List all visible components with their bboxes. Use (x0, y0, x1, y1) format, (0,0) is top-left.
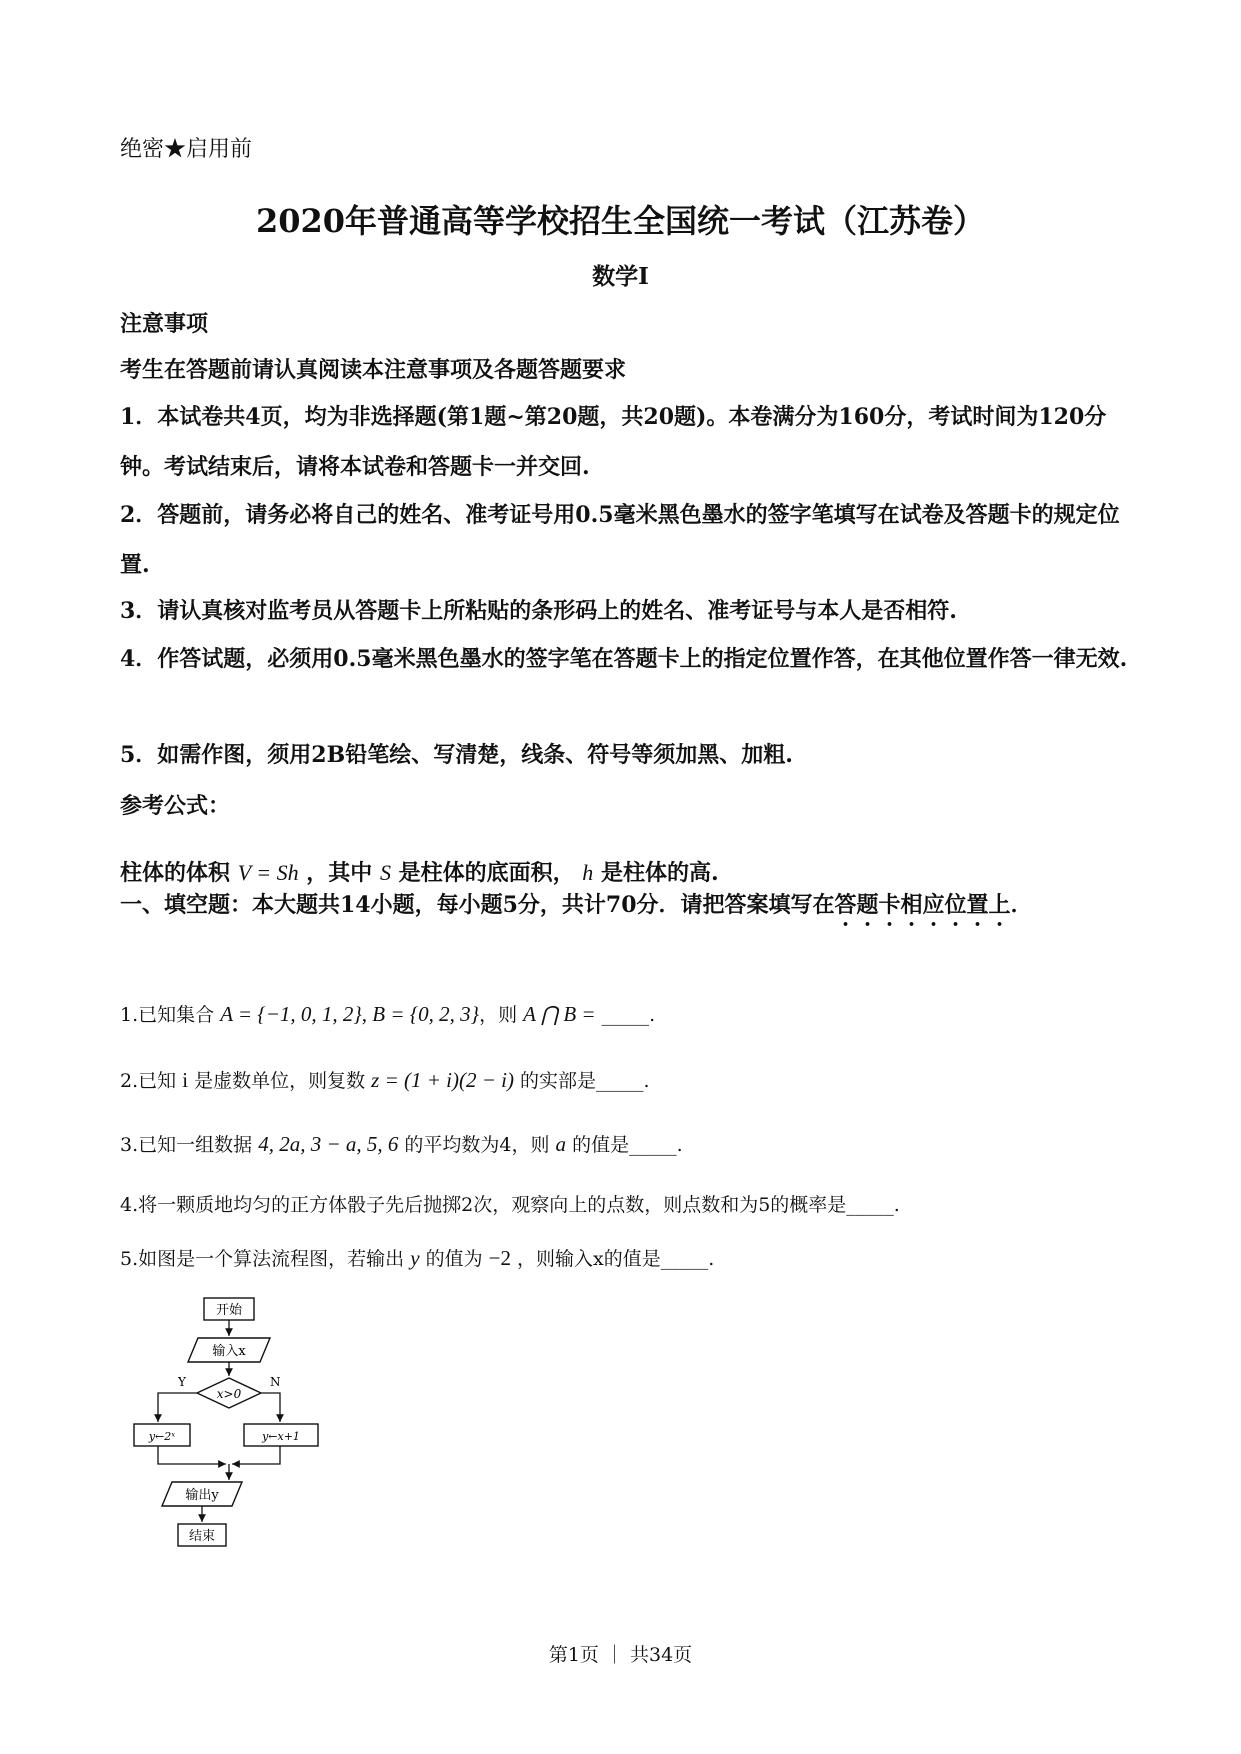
question-5 (120, 1244, 1130, 1271)
flow-branch-no-label: y←x+1 (262, 1430, 300, 1443)
question-2-pre: 2.已知 (120, 1070, 177, 1092)
question-1-mid: ，则 (479, 1004, 518, 1026)
formula-var-h: h (582, 860, 594, 885)
question-4 (120, 1190, 1130, 1217)
notice-item-3: 3．请认真核对监考员从答题卡上所粘贴的条形码上的姓名、准考证号与本人是否相符. (120, 598, 957, 624)
exam-title: 2020年普通高等学校招生全国统一考试（江苏卷） (255, 202, 986, 240)
question-3-math2: a (555, 1132, 567, 1156)
flow-no-label: N (270, 1375, 281, 1389)
confidential-mark: 绝密★启用前 (120, 137, 253, 162)
question-2-math: i (182, 1068, 189, 1092)
question-2-mid: 是虚数单位，则复数 (194, 1070, 366, 1092)
question-5-math2: −2 (488, 1246, 511, 1270)
formula-text-a: 柱体的体积 (120, 860, 231, 886)
question-4-text: 4.将一颗质地均匀的正方体骰子先后抛掷2次，观察向上的点数，则点数和为5的概率是_____. (120, 1194, 900, 1216)
question-2 (120, 1066, 1130, 1093)
flow-condition-label: x>0 (216, 1387, 242, 1401)
formula-heading: 参考公式： (120, 793, 231, 819)
question-5-post: ，则输入x的值是_____. (517, 1248, 715, 1270)
section-main-text: 一、填空题：本大题共14小题，每小题5分，共计70分．请把答案填写在 (120, 892, 835, 918)
question-3-mid: 的平均数为4，则 (404, 1134, 550, 1156)
question-2-answer-blank: 的实部是_____. (520, 1070, 650, 1092)
question-1-math: A = {−1, 0, 1, 2}, B = {0, 2, 3} (220, 1002, 480, 1026)
flow-start-label: 开始 (215, 1303, 243, 1318)
notice-item-1: 1．本试卷共4页，均为非选择题(第1题~第20题，共20题)。本卷满分为160分，考试时间为120分钟。考试结束后，请将本试卷和答题卡一并交回. (120, 404, 1107, 480)
section-emph-text: 答题卡相应位置上 (834, 892, 1011, 918)
flow-output-label: 输出y (185, 1488, 219, 1503)
section-end-text: ． (1010, 892, 1033, 918)
question-1-answer-blank: _____. (601, 1004, 656, 1026)
formula-text-d: 是柱体的高. (600, 860, 719, 886)
subject-title: 数学Ⅰ (592, 263, 649, 290)
notice-heading: 注意事项 (120, 311, 209, 337)
question-1-math2: A ⋂ B = (523, 1002, 596, 1026)
question-3-math: 4, 2a, 3 − a, 5, 6 (258, 1132, 399, 1156)
question-1-pre: 1.已知集合 (120, 1004, 215, 1026)
flow-yes-label: Y (178, 1375, 186, 1389)
question-3-answer-blank: 的值是_____. (572, 1134, 683, 1156)
page-footer: 第1页 ｜ 共34页 (548, 1644, 693, 1666)
question-3-pre: 3.已知一组数据 (120, 1134, 253, 1156)
notice-intro: 考生在答题前请认真阅读本注意事项及各题答题要求 (120, 357, 627, 383)
formula-text-b: ，其中 (306, 860, 373, 886)
flow-input-label: 输入x (212, 1344, 246, 1359)
question-3 (120, 1130, 1130, 1157)
notice-item-4: 4．作答试题，必须用0.5毫米黑色墨水的签字笔在答题卡上的指定位置作答，在其他位置作答一律无效. (120, 646, 1128, 672)
notice-item-5: 5．如需作图，须用2B铅笔绘、写清楚，线条、符号等须加黑、加粗. (120, 742, 793, 768)
flow-end-label: 结束 (188, 1529, 216, 1544)
formula-text-c: 是柱体的底面积， (398, 860, 575, 886)
formula-expr: V = Sh (237, 860, 299, 885)
question-5-math: y (410, 1246, 420, 1270)
notice-item-2: 2．答题前，请务必将自己的姓名、准考证号用0.5毫米黑色墨水的签字笔填写在试卷及答题卡的规定位置. (120, 502, 1120, 578)
algorithm-flowchart (130, 1290, 370, 1590)
formula-var-s: S (379, 860, 391, 885)
question-1 (120, 1000, 1130, 1027)
section-heading (120, 880, 1130, 931)
question-2-math2: z = (1 + i)(2 − i) (371, 1068, 514, 1092)
flow-branch-yes-label: y←2ˣ (148, 1430, 176, 1443)
question-5-mid: 的值为 (425, 1248, 483, 1270)
question-5-pre: 5.如图是一个算法流程图，若输出 (120, 1248, 405, 1270)
